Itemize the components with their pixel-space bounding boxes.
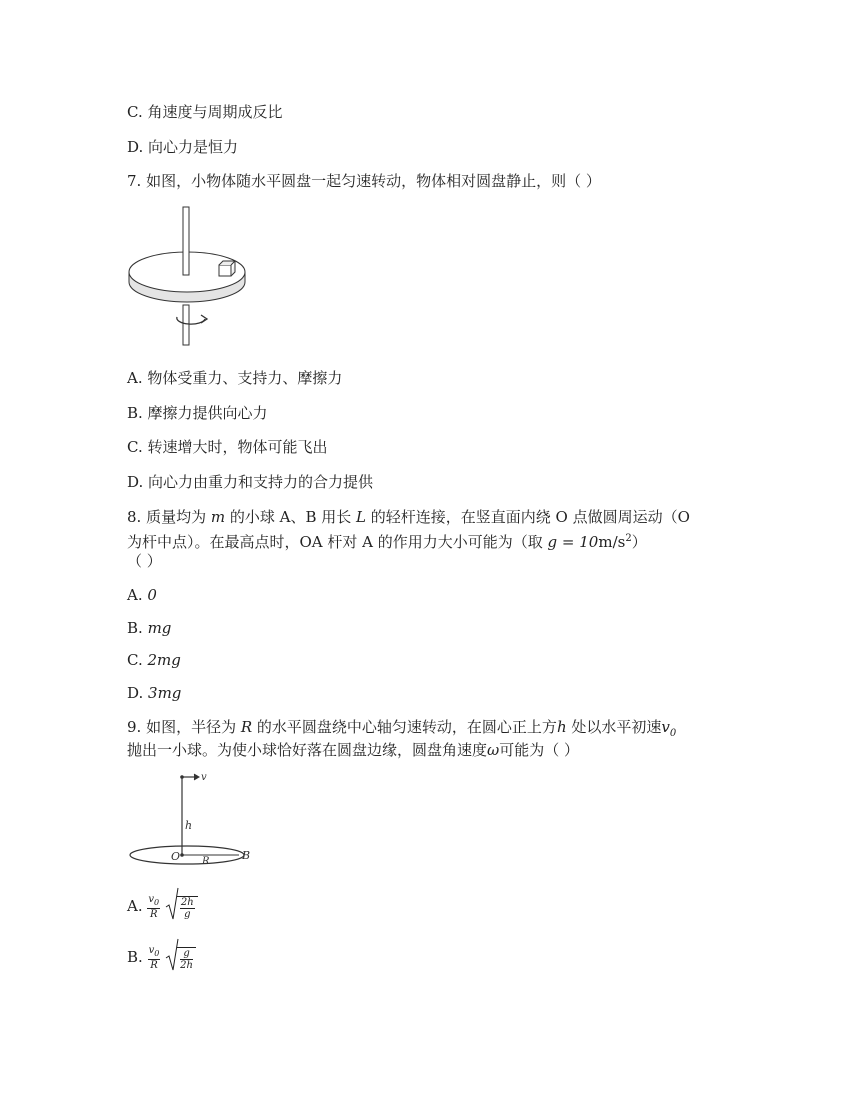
q8-option-b: B. mg — [127, 619, 172, 637]
v0-over-r-fraction: $\frac{v_0}{R}$ — [148, 894, 160, 920]
q7-stem: 7. 如图，小物体随水平圆盘一起匀速转动，物体相对圆盘静止，则（ ） — [127, 172, 601, 190]
radius-label: R — [202, 856, 210, 867]
q9-stem-line1: 9. 如图，半径为 R 的水平圆盘绕中心轴匀速转动，在圆心正上方ℎ 处以水平初速$v_0$ — [127, 718, 677, 739]
q7-option-b: B. 摩擦力提供向心力 — [127, 404, 268, 422]
q8-stem-line1: 8. 质量均为 m 的小球 A、B 用长 L 的轻杆连接，在竖直面内绕 O 点做圆周运动（O — [127, 508, 690, 526]
edge-label: B — [242, 849, 251, 862]
projectile-disk-figure — [127, 768, 267, 870]
q8-answer-blank: （ ） — [127, 552, 162, 570]
q9-stem-line2: 抛出一小球。为使小球恰好落在圆盘边缘，圆盘角速度ω可能为（ ） — [127, 741, 580, 759]
q8-stem-line2: 为杆中点）。在最高点时，OA 杆对 A 的作用力大小可能为（取 $g = 10m/s^2$） — [127, 533, 647, 551]
rotation-arrow-icon — [177, 315, 207, 324]
height-label: h — [185, 819, 193, 832]
q6-option-d: D. 向心力是恒力 — [127, 138, 239, 156]
sqrt-expression: $\frac{g}{\text{2ℎ}}$ — [165, 938, 196, 978]
v0-over-r-fraction: $\frac{v_0}{R}$ — [148, 945, 160, 971]
q9-option-a: A. $\frac{v_0}{R}$ $\frac{\text{2ℎ}}{g}$ — [127, 886, 198, 927]
q9-option-b: B. $\frac{v_0}{R}$ $\frac{g}{\text{2ℎ}}$ — [127, 937, 196, 978]
center-label: O — [171, 850, 181, 863]
q7-option-d: D. 向心力由重力和支持力的合力提供 — [127, 473, 374, 491]
velocity-label: v — [201, 772, 207, 783]
q7-option-c: C. 转速增大时，物体可能飞出 — [127, 438, 328, 456]
q8-option-d: D. 3mg — [127, 684, 182, 702]
q8-option-c: C. 2mg — [127, 651, 181, 669]
rotating-disk-figure — [125, 205, 250, 350]
q7-option-a: A. 物体受重力、支持力、摩擦力 — [127, 369, 343, 387]
sqrt-expression: $\frac{\text{2ℎ}}{g}$ — [165, 887, 198, 927]
q8-option-a: A. 0 — [127, 586, 157, 604]
q6-option-c: C. 角速度与周期成反比 — [127, 103, 283, 121]
